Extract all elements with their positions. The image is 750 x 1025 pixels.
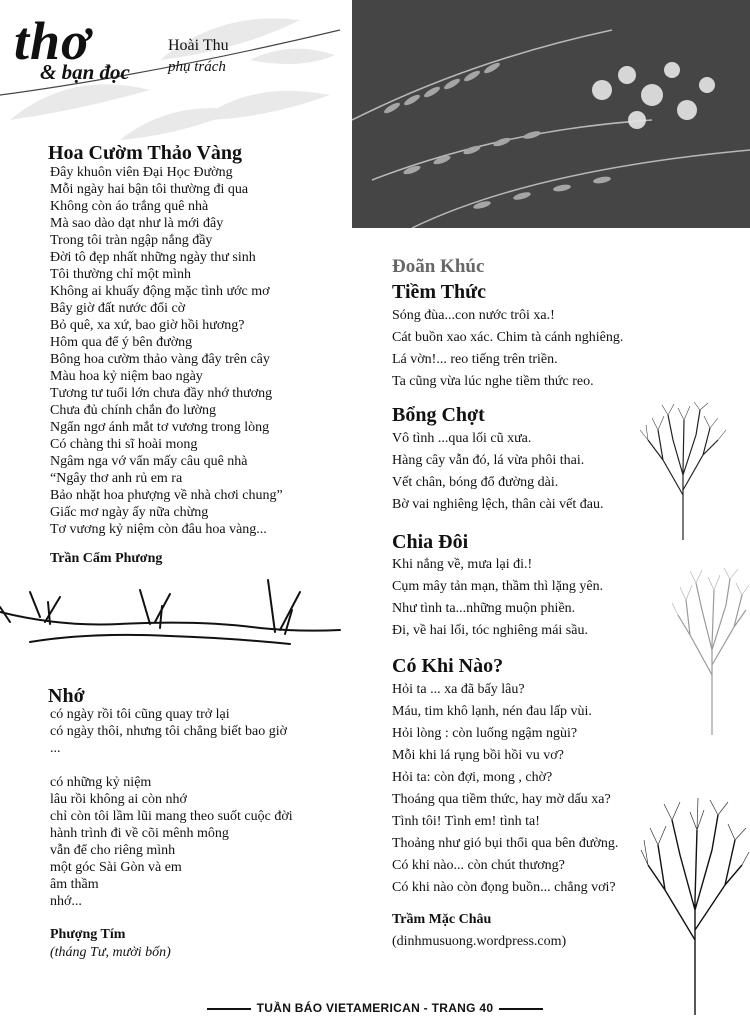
poem-line: Hỏi ta: còn đợi, mong , chờ? bbox=[392, 770, 553, 785]
poem-date-note: (tháng Tư, mười bốn) bbox=[50, 945, 171, 960]
poem-line: Có khi nào còn đọng buồn... chẳng vơi? bbox=[392, 880, 616, 895]
poem-line: Tình tôi! Tình em! tình ta! bbox=[392, 814, 540, 829]
footer-rule-right bbox=[499, 1008, 543, 1010]
poem-line: Cát buồn xao xác. Chim tà cánh nghiêng. bbox=[392, 330, 624, 345]
flower-photo bbox=[352, 0, 750, 228]
poem-title-hoa-cuom-thao-vang: Hoa Cườm Thảo Vàng bbox=[48, 142, 243, 164]
editor-role: phụ trách bbox=[168, 59, 226, 75]
poem-line: Ta cũng vừa lúc nghe tiềm thức reo. bbox=[392, 374, 594, 389]
poem-line bbox=[50, 757, 293, 774]
poem-line: một góc Sài Gòn và em bbox=[50, 860, 182, 875]
tree-illustration-3 bbox=[640, 790, 750, 1015]
poem-title-co-khi-nao: Có Khi Nào? bbox=[392, 655, 504, 677]
poem-line: Mỗi khi lá rụng bồi hồi vu vơ? bbox=[392, 748, 564, 763]
poem-line: Có chàng thi sĩ hoài mong bbox=[50, 437, 198, 452]
poem-line: chỉ còn tôi lầm lũi mang theo suốt cuộc đời bbox=[50, 809, 293, 824]
poem-line: nhớ... bbox=[50, 894, 82, 909]
poem-line: Hôm qua để ý bên đường bbox=[50, 335, 193, 350]
poem-line: Ngâm nga vớ vẩn mấy câu quê nhà bbox=[50, 454, 248, 469]
poem-line: âm thầm bbox=[50, 877, 99, 892]
poem-title-bong-chot: Bổng Chợt bbox=[392, 404, 485, 426]
page-footer bbox=[0, 1001, 750, 1015]
poem-line: Có khi nào... còn chút thương? bbox=[392, 858, 565, 873]
poem-line: Như tình ta...những muộn phiền. bbox=[392, 601, 576, 616]
poem-body-chia-doi bbox=[392, 554, 603, 642]
poem-line: Bông hoa cườm thảo vàng đây trên cây bbox=[50, 352, 270, 367]
poem-line: có ngày rồi tôi cũng quay trở lại bbox=[50, 707, 230, 722]
poem-line: Bây giờ đất nước đổi cờ bbox=[50, 301, 186, 316]
poem-line: Mỗi ngày hai bận tôi thường đi qua bbox=[50, 182, 249, 197]
author-phuong-tim: Phượng Tím bbox=[50, 927, 126, 942]
author-tran-cam-phuong: Trần Cẩm Phương bbox=[50, 551, 163, 566]
author-website: (dinhmusuong.wordpress.com) bbox=[392, 934, 567, 949]
tree-illustration-2 bbox=[672, 565, 750, 735]
poem-line: Bỏ quê, xa xứ, bao giờ hồi hương? bbox=[50, 318, 245, 333]
poem-line: Hàng cây vẫn đó, lá vừa phôi thai. bbox=[392, 453, 585, 468]
poem-line: Đi, về hai lối, tóc nghiêng mái sầu. bbox=[392, 623, 588, 638]
poem-line: có ngày thôi, nhưng tôi chẳng biết bao giờ bbox=[50, 724, 288, 739]
poem-line: vẫn để cho riêng mình bbox=[50, 843, 176, 858]
series-title: Đoãn Khúc bbox=[392, 256, 485, 277]
poem-line: Tôi thường chỉ một mình bbox=[50, 267, 191, 282]
poem-line: Ngẩn ngơ ánh mắt tơ vương trong lòng bbox=[50, 420, 270, 435]
poem-line: Chưa đủ chính chắn đo lường bbox=[50, 403, 217, 418]
poem-line: Thoáng qua tiềm thức, hay mờ dấu xa? bbox=[392, 792, 611, 807]
poem-title-tiem-thuc: Tiềm Thức bbox=[392, 281, 487, 303]
author-tram-mac-chau: Trầm Mặc Châu bbox=[392, 912, 492, 927]
poem-line: Màu hoa kỷ niệm bao ngày bbox=[50, 369, 203, 384]
poem-line: Sóng đùa...con nước trôi xa.! bbox=[392, 308, 555, 323]
poem-line: Trong tôi tràn ngập nắng đầy bbox=[50, 233, 213, 248]
poem-line: Khi nắng về, mưa lại đi.! bbox=[392, 557, 533, 572]
footer-text: TUẦN BÁO VIETAMERICAN - TRANG 40 bbox=[256, 1001, 494, 1015]
poem-line: Không còn áo trắng quê nhà bbox=[50, 199, 209, 214]
logo-ban-doc: & bạn đọc bbox=[40, 60, 130, 84]
poem-body-bong-chot bbox=[392, 428, 604, 516]
poem-line: Thoảng như gió bụi thổi qua bên đường. bbox=[392, 836, 619, 851]
poem-line: có những kỷ niệm bbox=[50, 775, 152, 790]
poem-line: lâu rồi không ai còn nhớ bbox=[50, 792, 187, 807]
poem-line: Vô tình ...qua lối cũ xưa. bbox=[392, 431, 532, 446]
poem-line: Vết chân, bóng đổ đường dài. bbox=[392, 475, 559, 490]
poem-body-tiem-thuc bbox=[392, 305, 623, 393]
poem-line: Hỏi lòng : còn luống ngậm ngùi? bbox=[392, 726, 578, 741]
poem-line: Mà sao dào dạt như là mới đây bbox=[50, 216, 224, 231]
poem-body-co-khi-nao bbox=[392, 679, 618, 899]
poem-line: “Ngây thơ anh rủ em ra bbox=[50, 471, 183, 486]
editor-name: Hoài Thu bbox=[168, 37, 229, 54]
poem-line: Bờ vai nghiêng lệch, thân cài vết đau. bbox=[392, 497, 604, 512]
poem-line: Tơ vương kỷ niệm còn đâu hoa vàng... bbox=[50, 522, 267, 537]
poem-title-nho: Nhớ bbox=[48, 685, 85, 707]
poem-line: hành trình đi về cõi mênh mông bbox=[50, 826, 229, 841]
poem-body-nho bbox=[50, 706, 293, 910]
poem-line: Lá vờn!... reo tiếng trên triền. bbox=[392, 352, 558, 367]
poem-line: Hỏi ta ... xa đã bấy lâu? bbox=[392, 682, 525, 697]
poem-line: Đây khuôn viên Đại Học Đường bbox=[50, 165, 233, 180]
poem-line: Máu, tim khô lạnh, nén đau lấp vùi. bbox=[392, 704, 592, 719]
poem-line: Không ai khuấy động mặc tình ước mơ bbox=[50, 284, 270, 299]
poem-line: Tương tư tuổi lớn chưa đầy nhớ thương bbox=[50, 386, 273, 401]
grass-brush-decoration bbox=[0, 572, 345, 660]
poem-line: Bảo nhặt hoa phượng về nhà chơi chung” bbox=[50, 488, 283, 503]
logo-tho: thơ bbox=[14, 11, 92, 71]
poem-title-chia-doi: Chia Đôi bbox=[392, 531, 469, 553]
tree-illustration-1 bbox=[638, 400, 728, 540]
poem-line: Đời tô đẹp nhất những ngày thư sinh bbox=[50, 250, 256, 265]
footer-rule-left bbox=[207, 1008, 251, 1010]
poem-line: Cụm mây tản mạn, thầm thì lặng yên. bbox=[392, 579, 604, 594]
poem-body-hoa-cuom-thao-vang bbox=[50, 164, 283, 538]
poem-line: ... bbox=[50, 741, 61, 756]
poem-line: Giấc mơ ngày ấy nữa chừng bbox=[50, 505, 209, 520]
